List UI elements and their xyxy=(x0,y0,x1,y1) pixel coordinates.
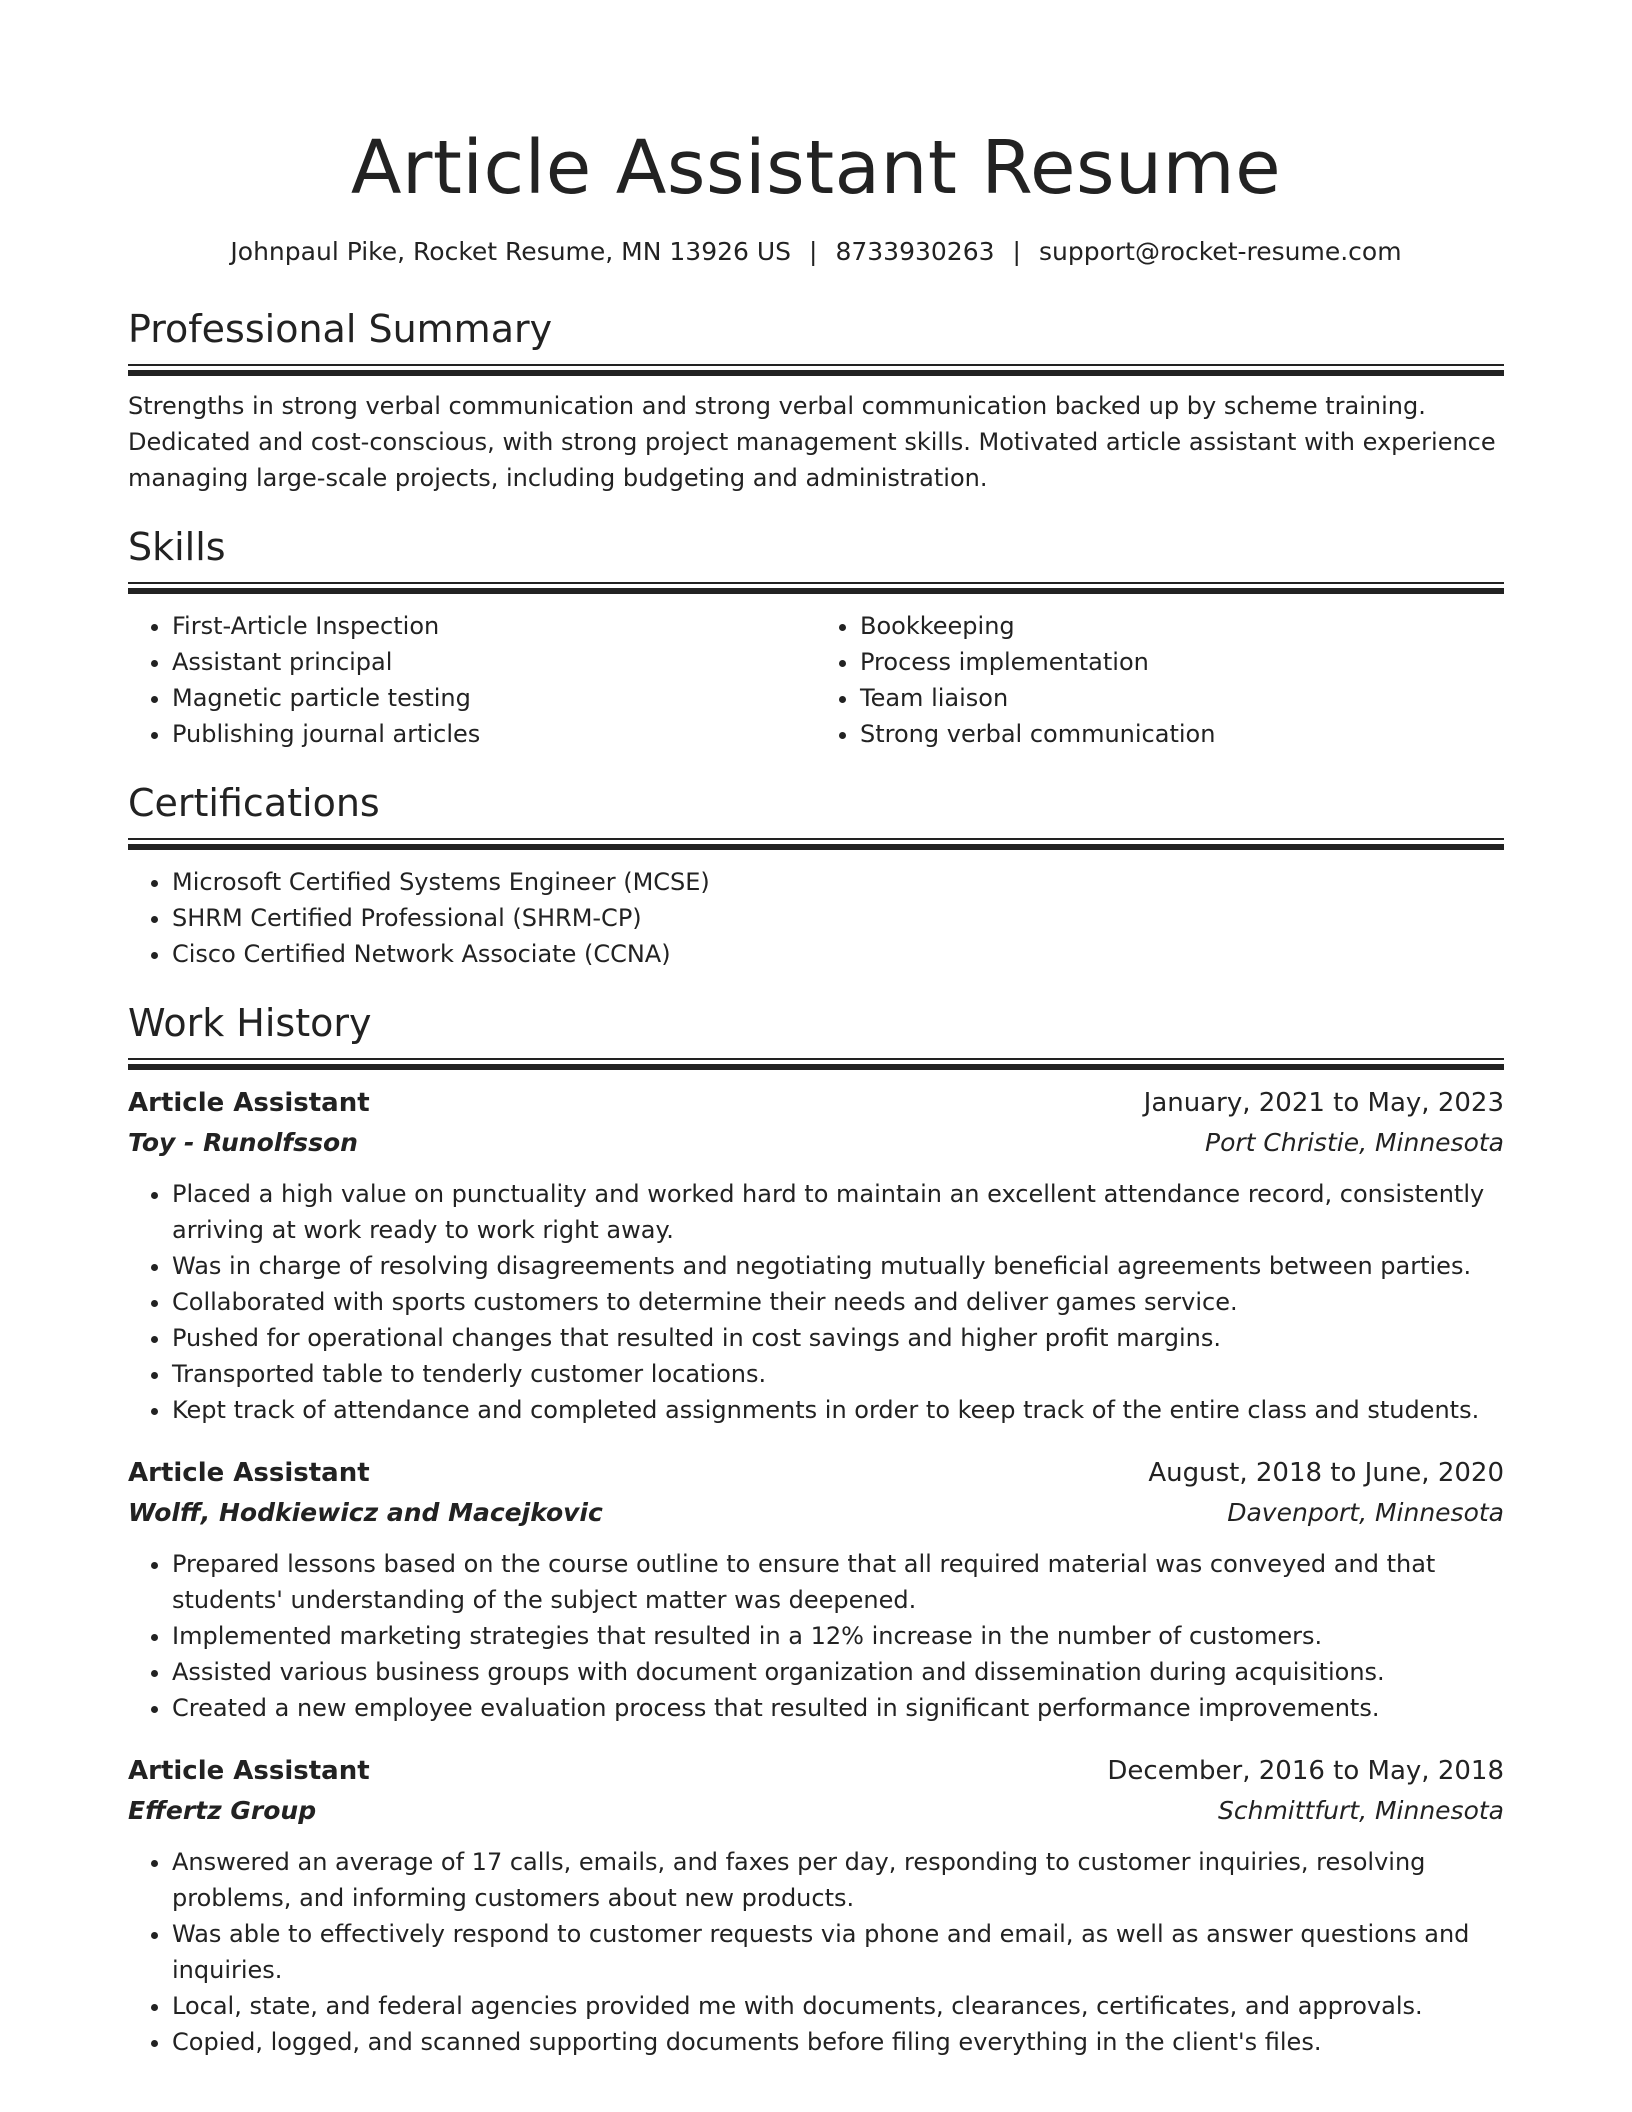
job-bullets xyxy=(128,1176,1504,1428)
job-location: Schmittfurt, Minnesota xyxy=(1217,1796,1504,1825)
job-bullets xyxy=(128,1546,1504,1726)
work-section xyxy=(128,1000,1504,2060)
job-entry xyxy=(128,1084,1504,1428)
job-company: Toy - Runolfsson xyxy=(128,1128,358,1157)
job-subheader xyxy=(128,1493,1504,1532)
skills-section xyxy=(128,524,1504,752)
certification-item: • Cisco Certified Network Associate (CCNA) xyxy=(172,936,1504,972)
job-title: Article Assistant xyxy=(128,1088,370,1118)
job-dates: January, 2021 to May, 2023 xyxy=(1143,1088,1504,1118)
job-dates: August, 2018 to June, 2020 xyxy=(1148,1458,1504,1488)
job-bullet: • Placed a high value on punctuality and worked hard to maintain an excellent attendance record, consistently arriving at work ready to work right away. xyxy=(172,1176,1504,1248)
job-entry xyxy=(128,1752,1504,2060)
skill-item: • Team liaison xyxy=(860,680,1504,716)
skills-columns xyxy=(128,608,1504,752)
skills-right-list xyxy=(816,608,1504,752)
skill-item: • Process implementation xyxy=(860,644,1504,680)
certifications-heading: Certifications xyxy=(128,781,380,825)
job-location: Davenport, Minnesota xyxy=(1227,1498,1504,1527)
skill-item: • Assistant principal xyxy=(172,644,816,680)
job-bullet: • Assisted various business groups with document organization and dissemination during acquisitions. xyxy=(172,1654,1504,1690)
job-bullet: • Was able to effectively respond to customer requests via phone and email, as well as answer questions and inquiries. xyxy=(172,1916,1504,1988)
resume-page xyxy=(128,0,1504,2060)
job-location: Port Christie, Minnesota xyxy=(1205,1128,1504,1157)
contact-email: support@rocket-resume.com xyxy=(1038,237,1402,266)
summary-text: Strengths in strong verbal communication and strong verbal communication backed up by scheme training. Dedicated and cost-conscious, with strong project management skills. Motivated article assistant with experience managing large-scale projects, including budgeting and administration. xyxy=(128,392,1496,492)
job-bullet: • Prepared lessons based on the course outline to ensure that all required material was conveyed and that students' understanding of the subject matter was deepened. xyxy=(172,1546,1504,1618)
section-divider xyxy=(128,364,1504,376)
certification-item: • Microsoft Certified Systems Engineer (MCSE) xyxy=(172,864,1504,900)
job-bullets xyxy=(128,1844,1504,2060)
job-title: Article Assistant xyxy=(128,1458,370,1488)
job-subheader xyxy=(128,1791,1504,1830)
skill-item: • Bookkeeping xyxy=(860,608,1504,644)
certifications-section xyxy=(128,780,1504,972)
work-heading: Work History xyxy=(128,1001,372,1045)
job-company: Effertz Group xyxy=(128,1796,317,1825)
skill-item: • Publishing journal articles xyxy=(172,716,816,752)
job-header xyxy=(128,1084,1504,1123)
summary-section xyxy=(128,306,1504,496)
skill-item: • First-Article Inspection xyxy=(172,608,816,644)
job-subheader xyxy=(128,1123,1504,1162)
skills-heading: Skills xyxy=(128,525,226,569)
section-divider xyxy=(128,838,1504,850)
section-divider xyxy=(128,1058,1504,1070)
jobs-container xyxy=(128,1084,1504,2060)
job-entry xyxy=(128,1454,1504,1726)
job-bullet: • Created a new employee evaluation process that resulted in significant performance improvements. xyxy=(172,1690,1504,1726)
contact-phone: 8733930263 xyxy=(835,237,995,266)
skills-left-list xyxy=(128,608,816,752)
skill-item: • Strong verbal communication xyxy=(860,716,1504,752)
certifications-list xyxy=(128,864,1504,972)
job-bullet: • Was in charge of resolving disagreements and negotiating mutually beneficial agreements between parties. xyxy=(172,1248,1504,1284)
job-bullet: • Pushed for operational changes that resulted in cost savings and higher profit margins. xyxy=(172,1320,1504,1356)
job-bullet: • Local, state, and federal agencies provided me with documents, clearances, certificates, and approvals. xyxy=(172,1988,1504,2024)
summary-heading: Professional Summary xyxy=(128,307,553,351)
job-dates: December, 2016 to May, 2018 xyxy=(1107,1756,1504,1786)
contact-address: Johnpaul Pike, Rocket Resume, MN 13926 US xyxy=(230,237,792,266)
contact-separator: | xyxy=(1012,237,1021,266)
job-bullet: • Collaborated with sports customers to determine their needs and deliver games service. xyxy=(172,1284,1504,1320)
section-divider xyxy=(128,582,1504,594)
certification-item: • SHRM Certified Professional (SHRM-CP) xyxy=(172,900,1504,936)
contact-separator: | xyxy=(809,237,818,266)
job-bullet: • Copied, logged, and scanned supporting documents before filing everything in the client's files. xyxy=(172,2024,1504,2060)
job-company: Wolff, Hodkiewicz and Macejkovic xyxy=(128,1498,603,1527)
job-bullet: • Implemented marketing strategies that resulted in a 12% increase in the number of customers. xyxy=(172,1618,1504,1654)
job-title: Article Assistant xyxy=(128,1756,370,1786)
job-bullet: • Kept track of attendance and completed assignments in order to keep track of the entire class and students. xyxy=(172,1392,1504,1428)
contact-line xyxy=(128,237,1504,266)
job-bullet: • Answered an average of 17 calls, emails, and faxes per day, responding to customer inquiries, resolving problems, and informing customers about new products. xyxy=(172,1844,1504,1916)
job-header xyxy=(128,1454,1504,1493)
skill-item: • Magnetic particle testing xyxy=(172,680,816,716)
resume-title: Article Assistant Resume xyxy=(350,125,1282,211)
job-header xyxy=(128,1752,1504,1791)
job-bullet: • Transported table to tenderly customer locations. xyxy=(172,1356,1504,1392)
